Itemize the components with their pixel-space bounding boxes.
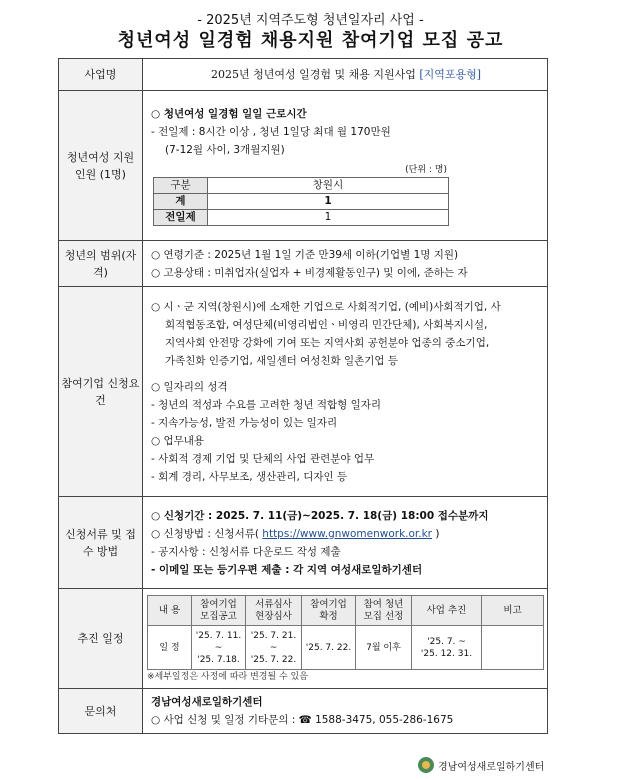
circle-bullet-icon: ○ — [151, 266, 164, 279]
req-p1-l2: 회적협동조합, 여성단체(비영리법인ㆍ비영리 민간단체), 사회복지시설, — [165, 318, 488, 331]
schedule-header-cell-2: 서류심사 현장심사 — [246, 596, 302, 626]
recruit-r1-value: 1 — [208, 194, 449, 210]
req-p3-l2: - 회계 경리, 사무보조, 생산관리, 디자인 등 — [151, 470, 348, 483]
schedule-header-cell-3: 참여기업 확정 — [302, 596, 356, 626]
recruit-r2-label: 전일제 — [154, 210, 208, 226]
circle-bullet-icon: ○ — [151, 108, 164, 120]
recruit-unit: (단위 : 명) — [405, 165, 447, 175]
label-requirements: 참여기업 신청요건 — [59, 287, 143, 497]
label-docs: 신청서류 및 접수 방법 — [59, 497, 143, 589]
req-p2-title: ○ 일자리의 성격 — [151, 380, 228, 393]
schedule-cell-4: 7월 이후 — [356, 626, 412, 670]
docs-submit: - 이메일 또는 등기우편 제출 : 각 지역 여성새로일하기센터 — [151, 563, 423, 576]
schedule-cell-1: '25. 7. 11. ~ '25. 7.18. — [192, 626, 246, 670]
schedule-table — [147, 595, 544, 670]
label-contact: 문의처 — [59, 689, 143, 734]
docs-notice: - 공지사항 : 신청서류 다운로드 작성 제출 — [151, 545, 341, 558]
row-project — [59, 59, 548, 91]
footer-org: 경남여성새로일하기센터 — [438, 761, 545, 773]
page-title: 청년여성 일경험 채용지원 참여기업 모집 공고 — [117, 30, 504, 51]
recruit-count-table — [153, 177, 449, 226]
schedule-cell-3: '25. 7. 22. — [302, 626, 356, 670]
scope-content — [143, 241, 548, 287]
project-name-accent: [지역포용형] — [419, 67, 482, 81]
docs-period: ○ 신청기간 : 2025. 7. 11(금)~2025. 7. 18(금) 18:00 접수분까지 — [151, 509, 489, 522]
circle-bullet-icon: ○ — [151, 434, 164, 447]
recruit-r2-value: 1 — [208, 210, 449, 226]
requirements-content — [143, 287, 548, 497]
contact-line: ○ 사업 신청 및 일정 기타문의 : ☎ 1588-3475, 055-286-1675 — [151, 714, 454, 726]
contact-org: 경남여성새로일하기센터 — [151, 696, 263, 708]
row-recruit — [59, 91, 548, 241]
schedule-data-row — [148, 626, 544, 670]
circle-bullet-icon: ○ — [151, 300, 164, 313]
contact-content — [143, 689, 548, 734]
label-recruit: 청년여성 지원 인원 (1명) — [59, 91, 143, 241]
req-p2-l1: - 청년의 적성과 수요를 고려한 청년 적합형 일자리 — [151, 398, 382, 411]
recruit-col2: 창원시 — [208, 178, 449, 194]
docs-content — [143, 497, 548, 589]
schedule-content — [143, 589, 548, 689]
phone-icon: ☎ — [298, 714, 316, 726]
scope-line1: ○ 연령기준 : 2025년 1월 1일 기준 만39세 이하(기업별 1명 지원) — [151, 248, 459, 261]
project-name — [143, 59, 548, 91]
center-logo-icon — [418, 757, 434, 773]
recruit-heading: ○ 청년여성 일경험 일일 근로시간 — [151, 108, 307, 120]
footer-logo — [418, 757, 544, 773]
docs-method: ○ 신청방법 : 신청서류( https://www.gnwomenwork.or.kr ) — [151, 527, 440, 540]
schedule-header-cell-6: 비고 — [482, 596, 544, 626]
label-project: 사업명 — [59, 59, 143, 91]
recruit-line1: - 전일제 : 8시간 이상 , 청년 1일당 최대 월 170만원 — [151, 126, 391, 138]
page-subtitle: - 2025년 지역주도형 청년일자리 사업 - — [197, 13, 424, 28]
recruit-line2: (7-12월 사이, 3개월지원) — [165, 144, 285, 156]
schedule-note: ※세부일정은 사정에 따라 변경될 수 있음 — [147, 672, 308, 682]
circle-bullet-icon: ○ — [151, 509, 164, 522]
req-p3-title: ○ 업무내용 — [151, 434, 205, 447]
website-link[interactable]: https://www.gnwomenwork.or.kr — [262, 527, 433, 540]
schedule-header-row — [148, 596, 544, 626]
schedule-cell-5: '25. 7. ~ '25. 12. 31. — [412, 626, 482, 670]
schedule-cell-2: '25. 7. 21. ~ '25. 7. 22. — [246, 626, 302, 670]
schedule-header-cell-5: 사업 추진 — [412, 596, 482, 626]
scope-line2: ○ 고용상태 : 미취업자(실업자 + 비경제활동인구) 및 이에, 준하는 자 — [151, 266, 468, 279]
project-name-main: 2025년 청년여성 일경험 및 채용 지원사업 — [210, 67, 420, 81]
schedule-header-cell-1: 참여기업 모집공고 — [192, 596, 246, 626]
contact-phone: 1588-3475, 055-286-1675 — [315, 714, 454, 726]
req-p1-l3: 지역사회 안전망 강화에 기여 또는 지역사회 공헌분야 업종의 중소기업, — [165, 336, 490, 349]
circle-bullet-icon: ○ — [151, 248, 164, 261]
row-scope — [59, 241, 548, 287]
row-contact — [59, 689, 548, 734]
circle-bullet-icon: ○ — [151, 527, 164, 540]
schedule-header-cell-4: 참여 청년 모집 선정 — [356, 596, 412, 626]
circle-bullet-icon: ○ — [151, 380, 164, 393]
recruit-r1-label: 계 — [154, 194, 208, 210]
notice-table — [58, 58, 548, 734]
label-scope: 청년의 범위(자격) — [59, 241, 143, 287]
schedule-cell-0: 일 정 — [148, 626, 192, 670]
req-p1-l1: ○ 시ㆍ군 지역(창원시)에 소재한 기업으로 사회적기업, (예비)사회적기업, 사 — [151, 300, 501, 313]
req-p2-l2: - 지속가능성, 발전 가능성이 있는 일자리 — [151, 416, 338, 429]
row-schedule — [59, 589, 548, 689]
req-p3-l1: - 사회적 경제 기업 및 단체의 사업 관련분야 업무 — [151, 452, 375, 465]
schedule-header-cell-0: 내 용 — [148, 596, 192, 626]
recruit-col1: 구분 — [154, 178, 208, 194]
circle-bullet-icon: ○ — [151, 714, 164, 726]
row-requirements — [59, 287, 548, 497]
req-p1-l4: 가족친화 인증기업, 새일센터 여성친화 일촌기업 등 — [165, 354, 399, 367]
schedule-cell-6 — [482, 626, 544, 670]
label-schedule: 추진 일정 — [59, 589, 143, 689]
row-docs — [59, 497, 548, 589]
recruit-content — [143, 91, 548, 241]
